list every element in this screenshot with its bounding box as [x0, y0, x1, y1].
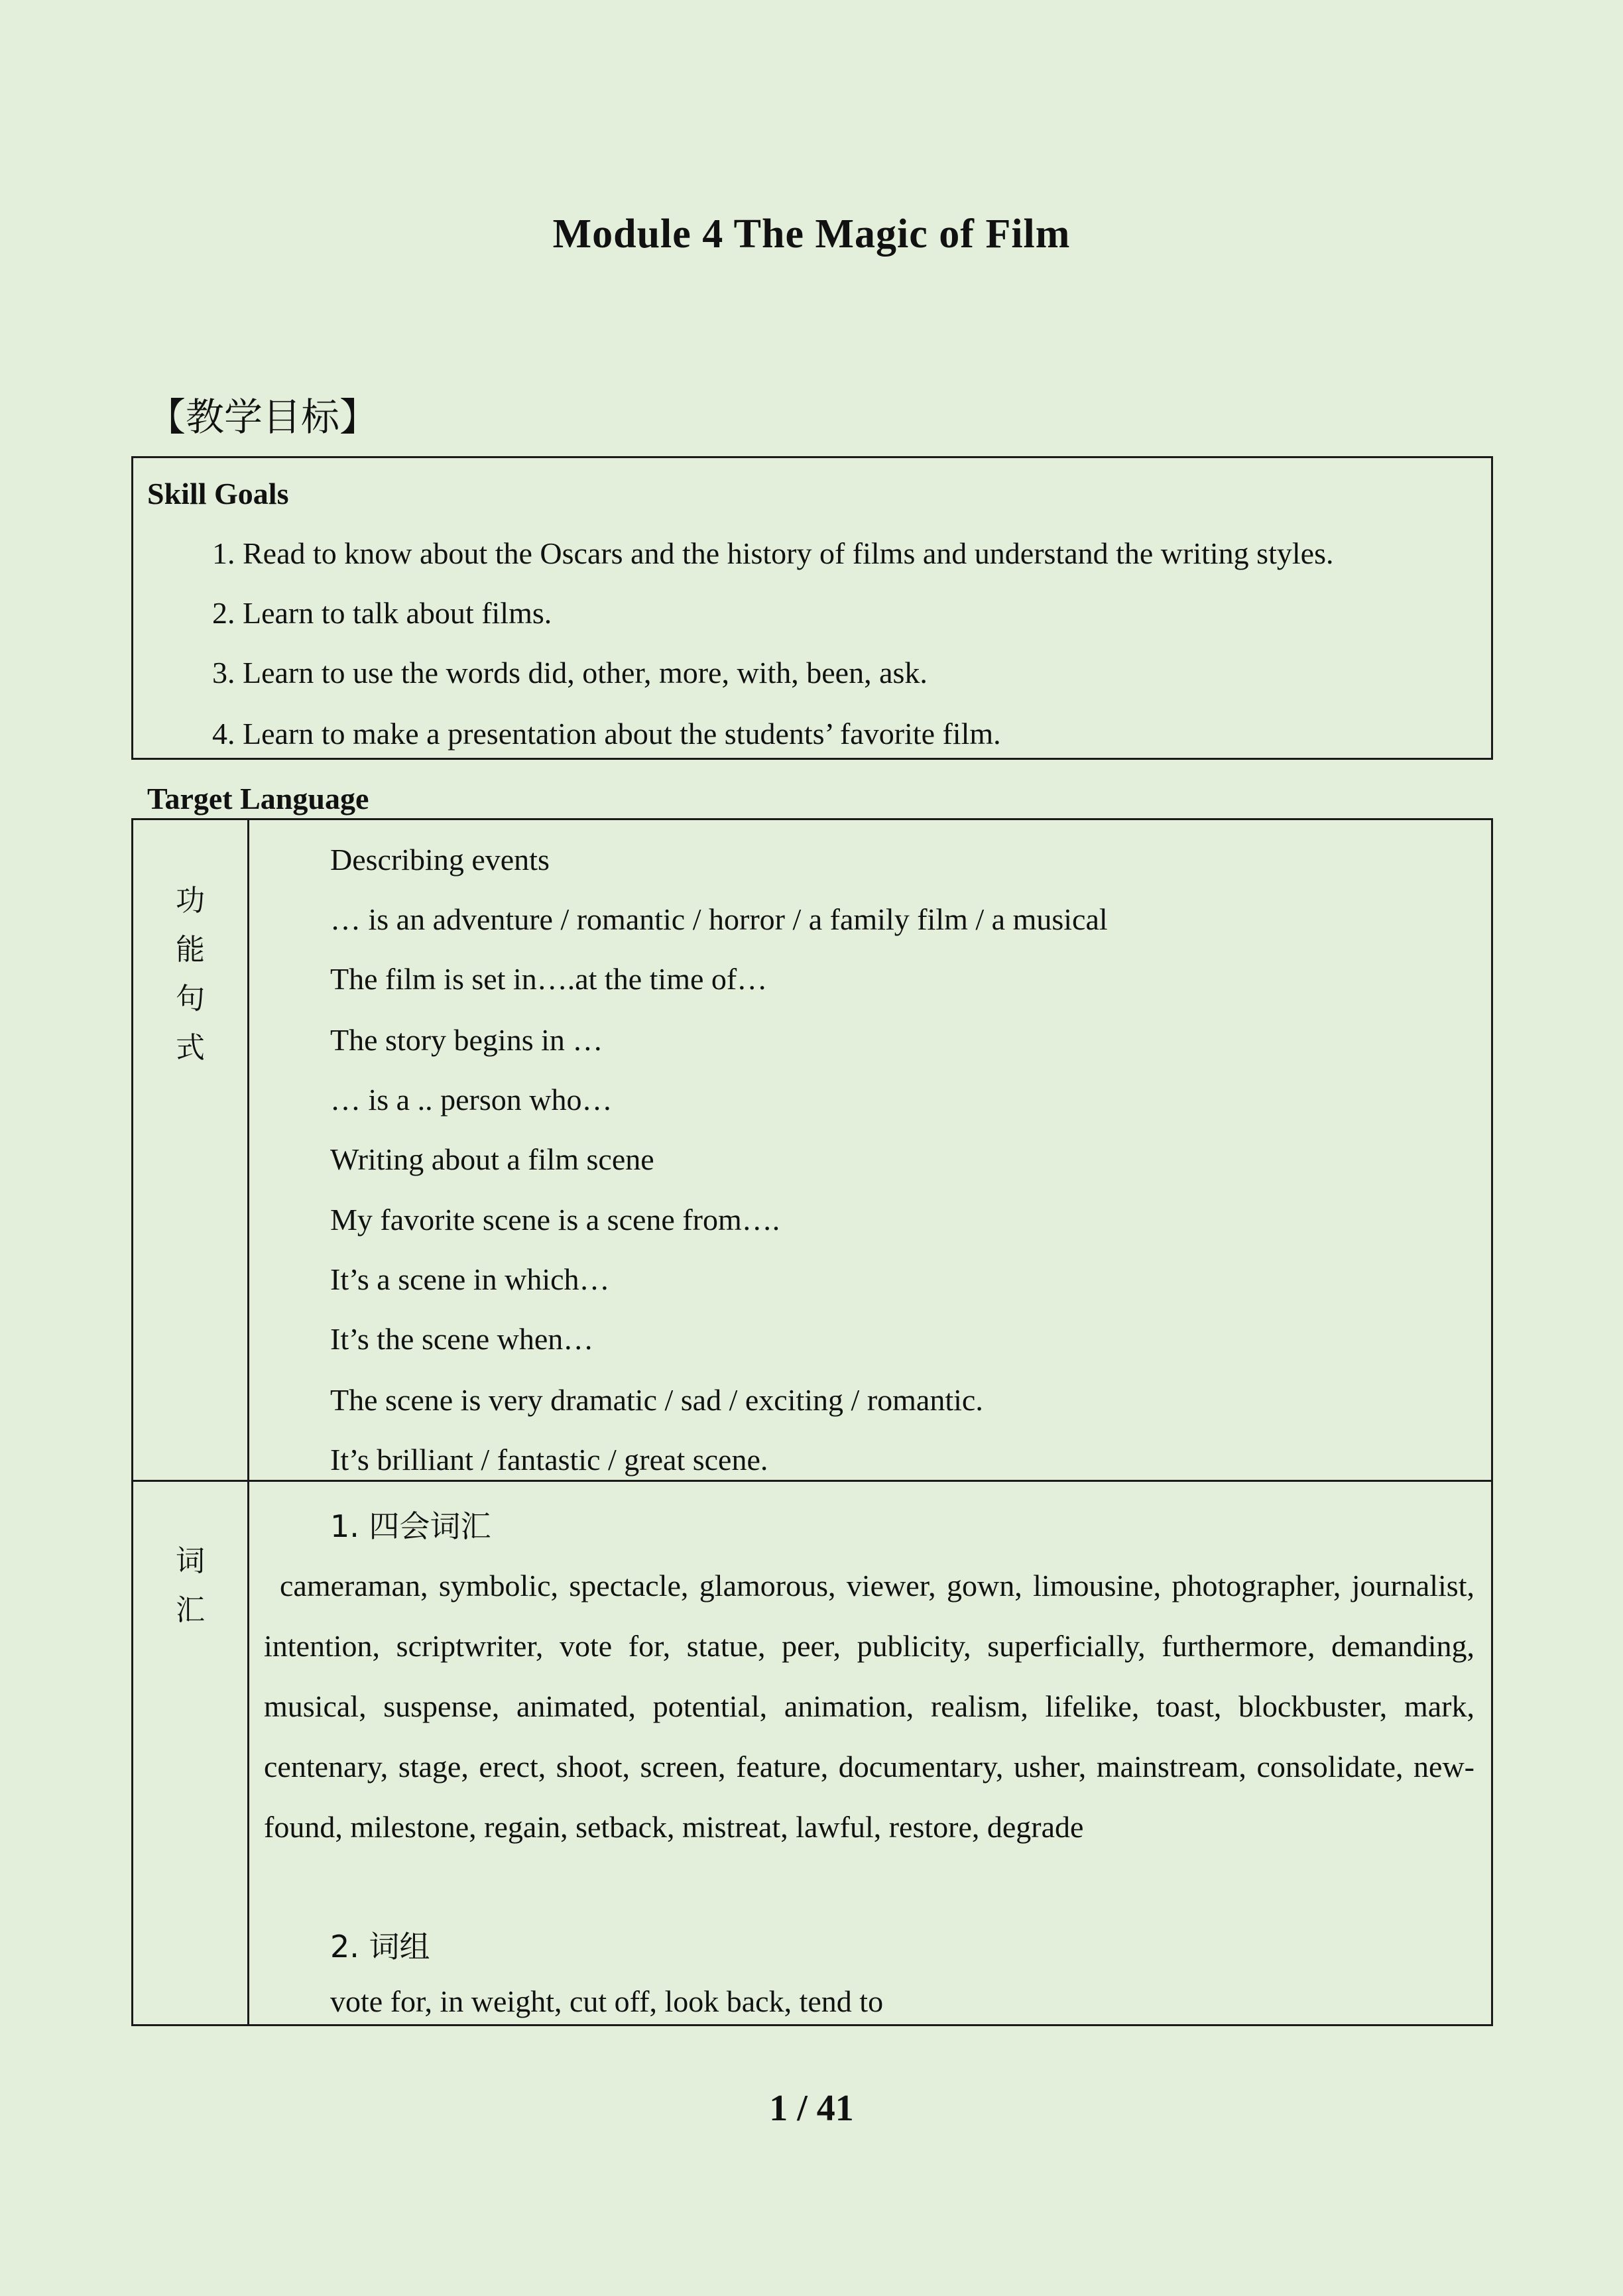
- vocab-phrase-list: vote for, in weight, cut off, look back, tend to: [330, 1984, 884, 2018]
- functional-line: The scene is very dramatic / sad / exciting / romantic.: [330, 1383, 983, 1417]
- vocabulary-label: [131, 1537, 249, 1635]
- label-char: 汇: [176, 1593, 205, 1627]
- label-char: 功: [176, 884, 205, 918]
- functional-line: … is a .. person who…: [330, 1083, 613, 1117]
- functional-line: It’s a scene in which…: [330, 1262, 610, 1296]
- vocab-heading-phrases: [330, 1923, 430, 1966]
- page-number: 1 / 41: [769, 2088, 854, 2129]
- table-row-divider: [131, 1480, 1493, 1482]
- functional-line: … is an adventure / romantic / horror / a family film / a musical: [330, 902, 1108, 936]
- label-char: 式: [176, 1031, 205, 1065]
- target-language-heading: Target Language: [147, 782, 369, 816]
- section-heading: 【教学目标】: [147, 394, 379, 440]
- vocab-heading-four-skills: [330, 1502, 491, 1546]
- functional-line: Describing events: [330, 843, 550, 876]
- vocab-word-list: cameraman, symbolic, spectacle, glamorous, viewer, gown, limousine, photographer, journalist, intention, scriptwriter, vote for, statue, peer, publicity, superficially, furthermore, demanding, musical, suspense, animated, potential, animation, realism, lifelike, toast, blockbuster, mark, centenary, stage, erect, shoot, screen, feature, documentary, usher, mainstream, consolidate, new-found, milestone, regain, setback, mistreat, lawful, restore, degrade: [264, 1569, 1474, 1844]
- label-char: 词: [176, 1544, 205, 1578]
- functional-line: The film is set in….at the time of…: [330, 962, 768, 996]
- functional-line: The story begins in …: [330, 1023, 603, 1057]
- label-char: 句: [176, 982, 205, 1016]
- vocab-heading-text: 1. 四会词汇: [330, 1508, 491, 1544]
- skill-goal-item: 4. Learn to make a presentation about the students’ favorite film.: [212, 717, 1001, 751]
- functional-sentences-label: [131, 876, 249, 1073]
- functional-line: My favorite scene is a scene from….: [330, 1203, 780, 1237]
- page-title: Module 4 The Magic of Film: [552, 211, 1071, 257]
- label-char: 能: [176, 933, 205, 967]
- skill-goals-heading: Skill Goals: [147, 477, 289, 511]
- skill-goal-item: 2. Learn to talk about films.: [212, 596, 552, 630]
- vocab-heading-text: 2. 词组: [330, 1929, 430, 1964]
- skill-goal-item: 3. Learn to use the words did, other, more, with, been, ask.: [212, 656, 928, 690]
- functional-line: It’s brilliant / fantastic / great scene.: [330, 1443, 768, 1477]
- functional-line: Writing about a film scene: [330, 1142, 654, 1176]
- skill-goal-item: 1. Read to know about the Oscars and the history of films and understand the writing styles.: [212, 536, 1334, 570]
- functional-line: It’s the scene when…: [330, 1322, 594, 1356]
